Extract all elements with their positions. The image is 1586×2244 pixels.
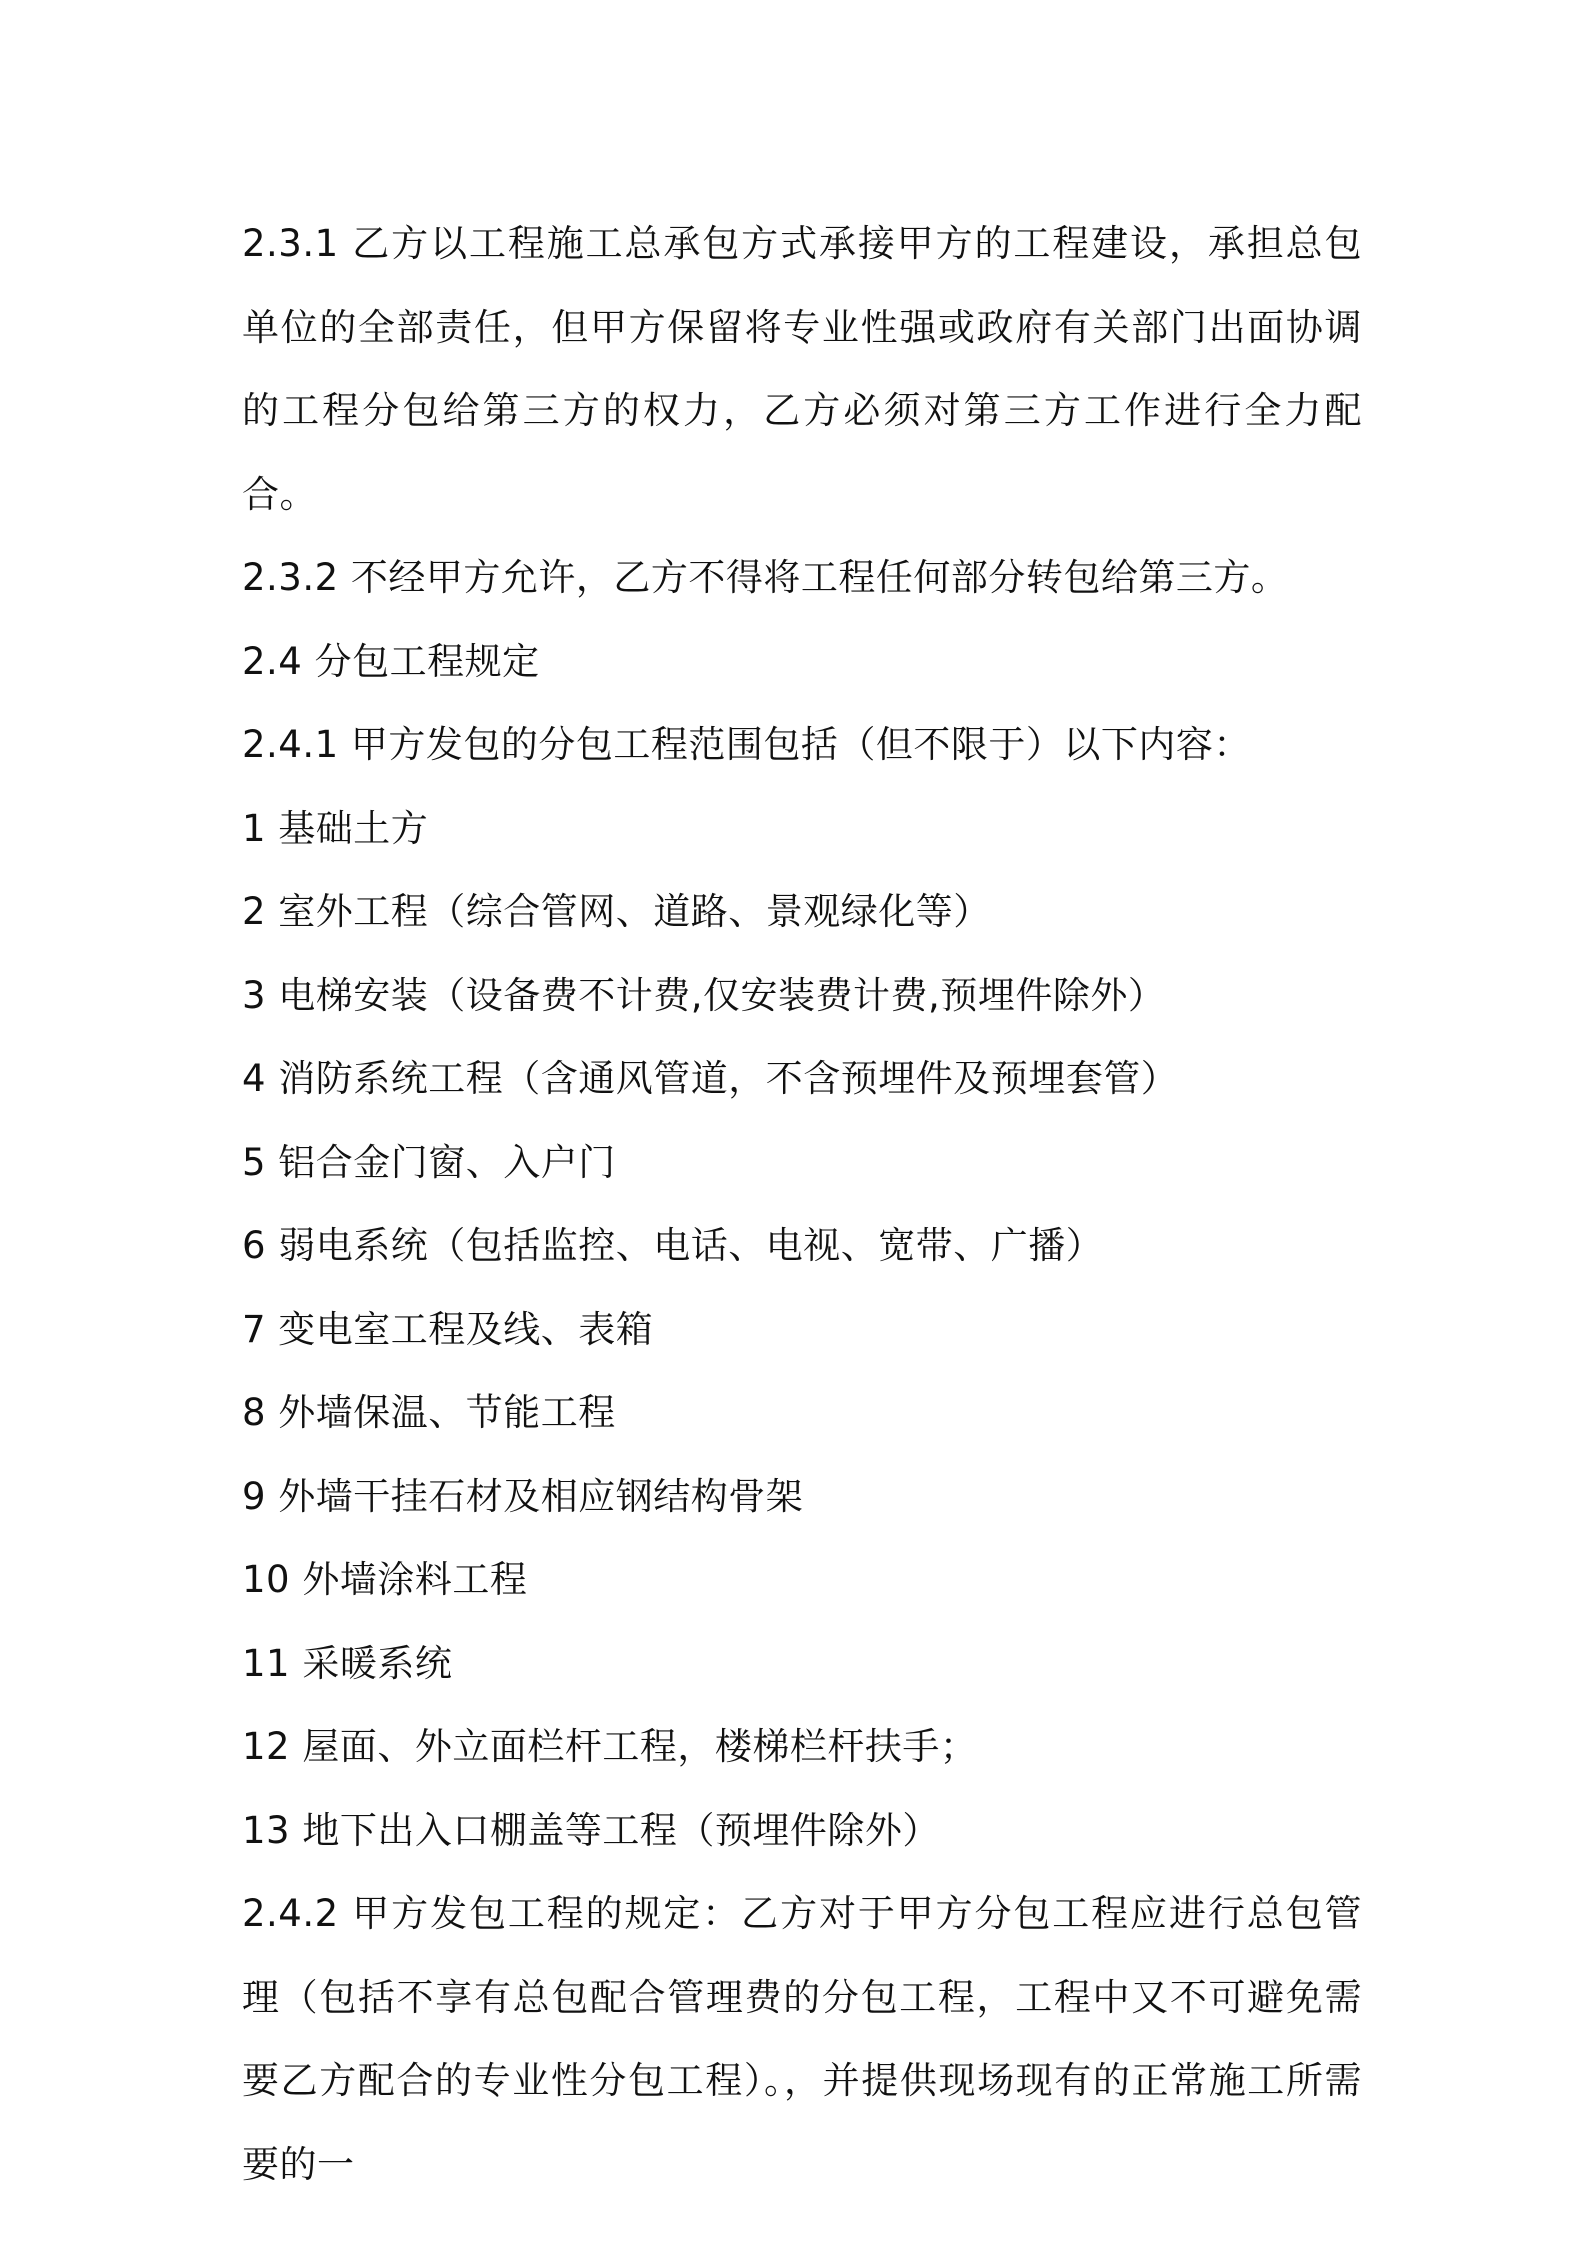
clause-2-3-1: 2.3.1 乙方以工程施工总承包方式承接甲方的工程建设，承担总包单位的全部责任，但甲方保留将专业性强或政府有关部门出面协调的工程分包给第三方的权力，乙方必须对第三方工作进行全力配合。 [242,222,1362,516]
list-item: 6 弱电系统（包括监控、电话、电视、宽带、广播） [242,1224,1104,1267]
list-item: 2 室外工程（综合管网、道路、景观绿化等） [242,890,991,933]
clause-2-3-2: 2.3.2 不经甲方允许，乙方不得将工程任何部分转包给第三方。 [242,556,1289,599]
section-heading-2-4: 2.4 分包工程规定 [242,639,540,683]
list-item: 10 外墙涂料工程 [242,1558,528,1601]
list-item: 12 屋面、外立面栏杆工程，楼梯栏杆扶手； [242,1725,978,1768]
list-item: 8 外墙保温、节能工程 [242,1391,616,1434]
clause-2-4-2: 2.4.2 甲方发包工程的规定：乙方对于甲方分包工程应进行总包管理（包括不享有总包配合管理费的分包工程，工程中又不可避免需要乙方配合的专业性分包工程）。，并提供现场现有的正常施工所需要的一 [242,1892,1362,2186]
list-item: 9 外墙干挂石材及相应钢结构骨架 [242,1474,804,1518]
document-body [242,202,1362,2206]
list-item: 5 铝合金门窗、入户门 [242,1140,616,1184]
list-item: 11 采暖系统 [242,1641,453,1685]
list-item: 4 消防系统工程（含通风管道，不含预埋件及预埋套管） [242,1057,1179,1100]
clause-2-4-1: 2.4.1 甲方发包的分包工程范围包括（但不限于）以下内容： [242,723,1251,766]
list-item: 1 基础土方 [242,806,429,850]
list-item: 3 电梯安装（设备费不计费,仅安装费计费,预埋件除外） [242,973,1166,1017]
list-item: 7 变电室工程及线、表箱 [242,1307,654,1351]
list-item: 13 地下出入口棚盖等工程（预埋件除外） [242,1808,940,1852]
